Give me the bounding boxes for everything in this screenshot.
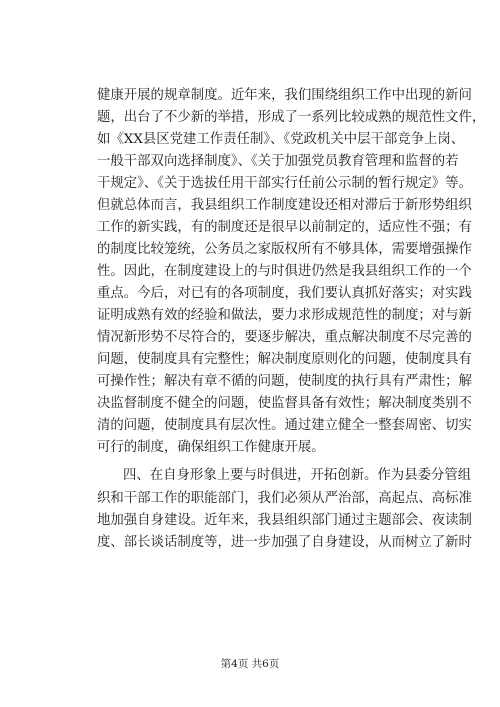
text-line: 决监督制度不健全的问题，使监督具备有效性；解决制度类别不 [97,396,472,411]
text-line: 清的问题，使制度具有层次性。通过建立健全一整套周密、切实 [97,418,472,433]
text-line: 性。因此，在制度建设上的与时俱进仍然是我县组织工作的一个 [97,264,472,279]
page-number-footer: 第4页 共6页 [220,658,280,670]
text-line: 织和干部工作的职能部门，我们必须从严治部，高起点、高标准 [97,491,472,506]
text-line: 健康开展的规章制度。近年来，我们围绕组织工作中出现的新问 [97,88,472,103]
text-line: 重点。今后，对已有的各项制度，我们要认真抓好落实；对实践 [97,286,472,301]
text-line: 情况新形势不尽符合的，要逐步解决，重点解决制度不尽完善的 [97,330,472,345]
text-line: 如《XX县区党建工作责任制》、《党政机关中层干部竞争上岗、 [97,132,465,147]
text-line: 题，出台了不少新的举措，形成了一系列比较成熟的规范性文件， [97,110,486,125]
text-line: 地加强自身建设。近年来，我县组织部门通过主题部会、夜读制 [97,513,472,528]
text-line: 证明成熟有效的经验和做法，要力求形成规范性的制度；对与新 [97,308,472,323]
text-line: 的制度比较笼统，公务员之家版权所有不够具体，需要增强操作 [97,242,472,257]
text-line: 可操作性；解决有章不循的问题，使制度的执行具有严肃性；解 [97,374,472,389]
text-line: 但就总体而言，我县组织工作制度建设还相对滞后于新形势组织 [97,198,472,213]
text-line: 一般干部双向选择制度》、《关于加强党员教育管理和监督的若 [97,154,459,169]
text-line: 干规定》、《关于选拔任用干部实行任前公示制的暂行规定》等。 [97,176,472,191]
text-line: 可行的制度，确保组织工作健康开展。 [97,440,325,455]
text-line: 问题，使制度具有完整性；解决制度原则化的问题，使制度具有 [97,352,472,367]
text-line: 度、部长谈话制度等，进一步加强了自身建设，从而树立了新时 [97,535,472,550]
text-line: 工作的新实践，有的制度还是很早以前制定的，适应性不强；有 [97,220,472,235]
section-heading-line: 四、在自身形象上要与时俱进，开拓创新。作为县委分管组 [123,468,472,483]
